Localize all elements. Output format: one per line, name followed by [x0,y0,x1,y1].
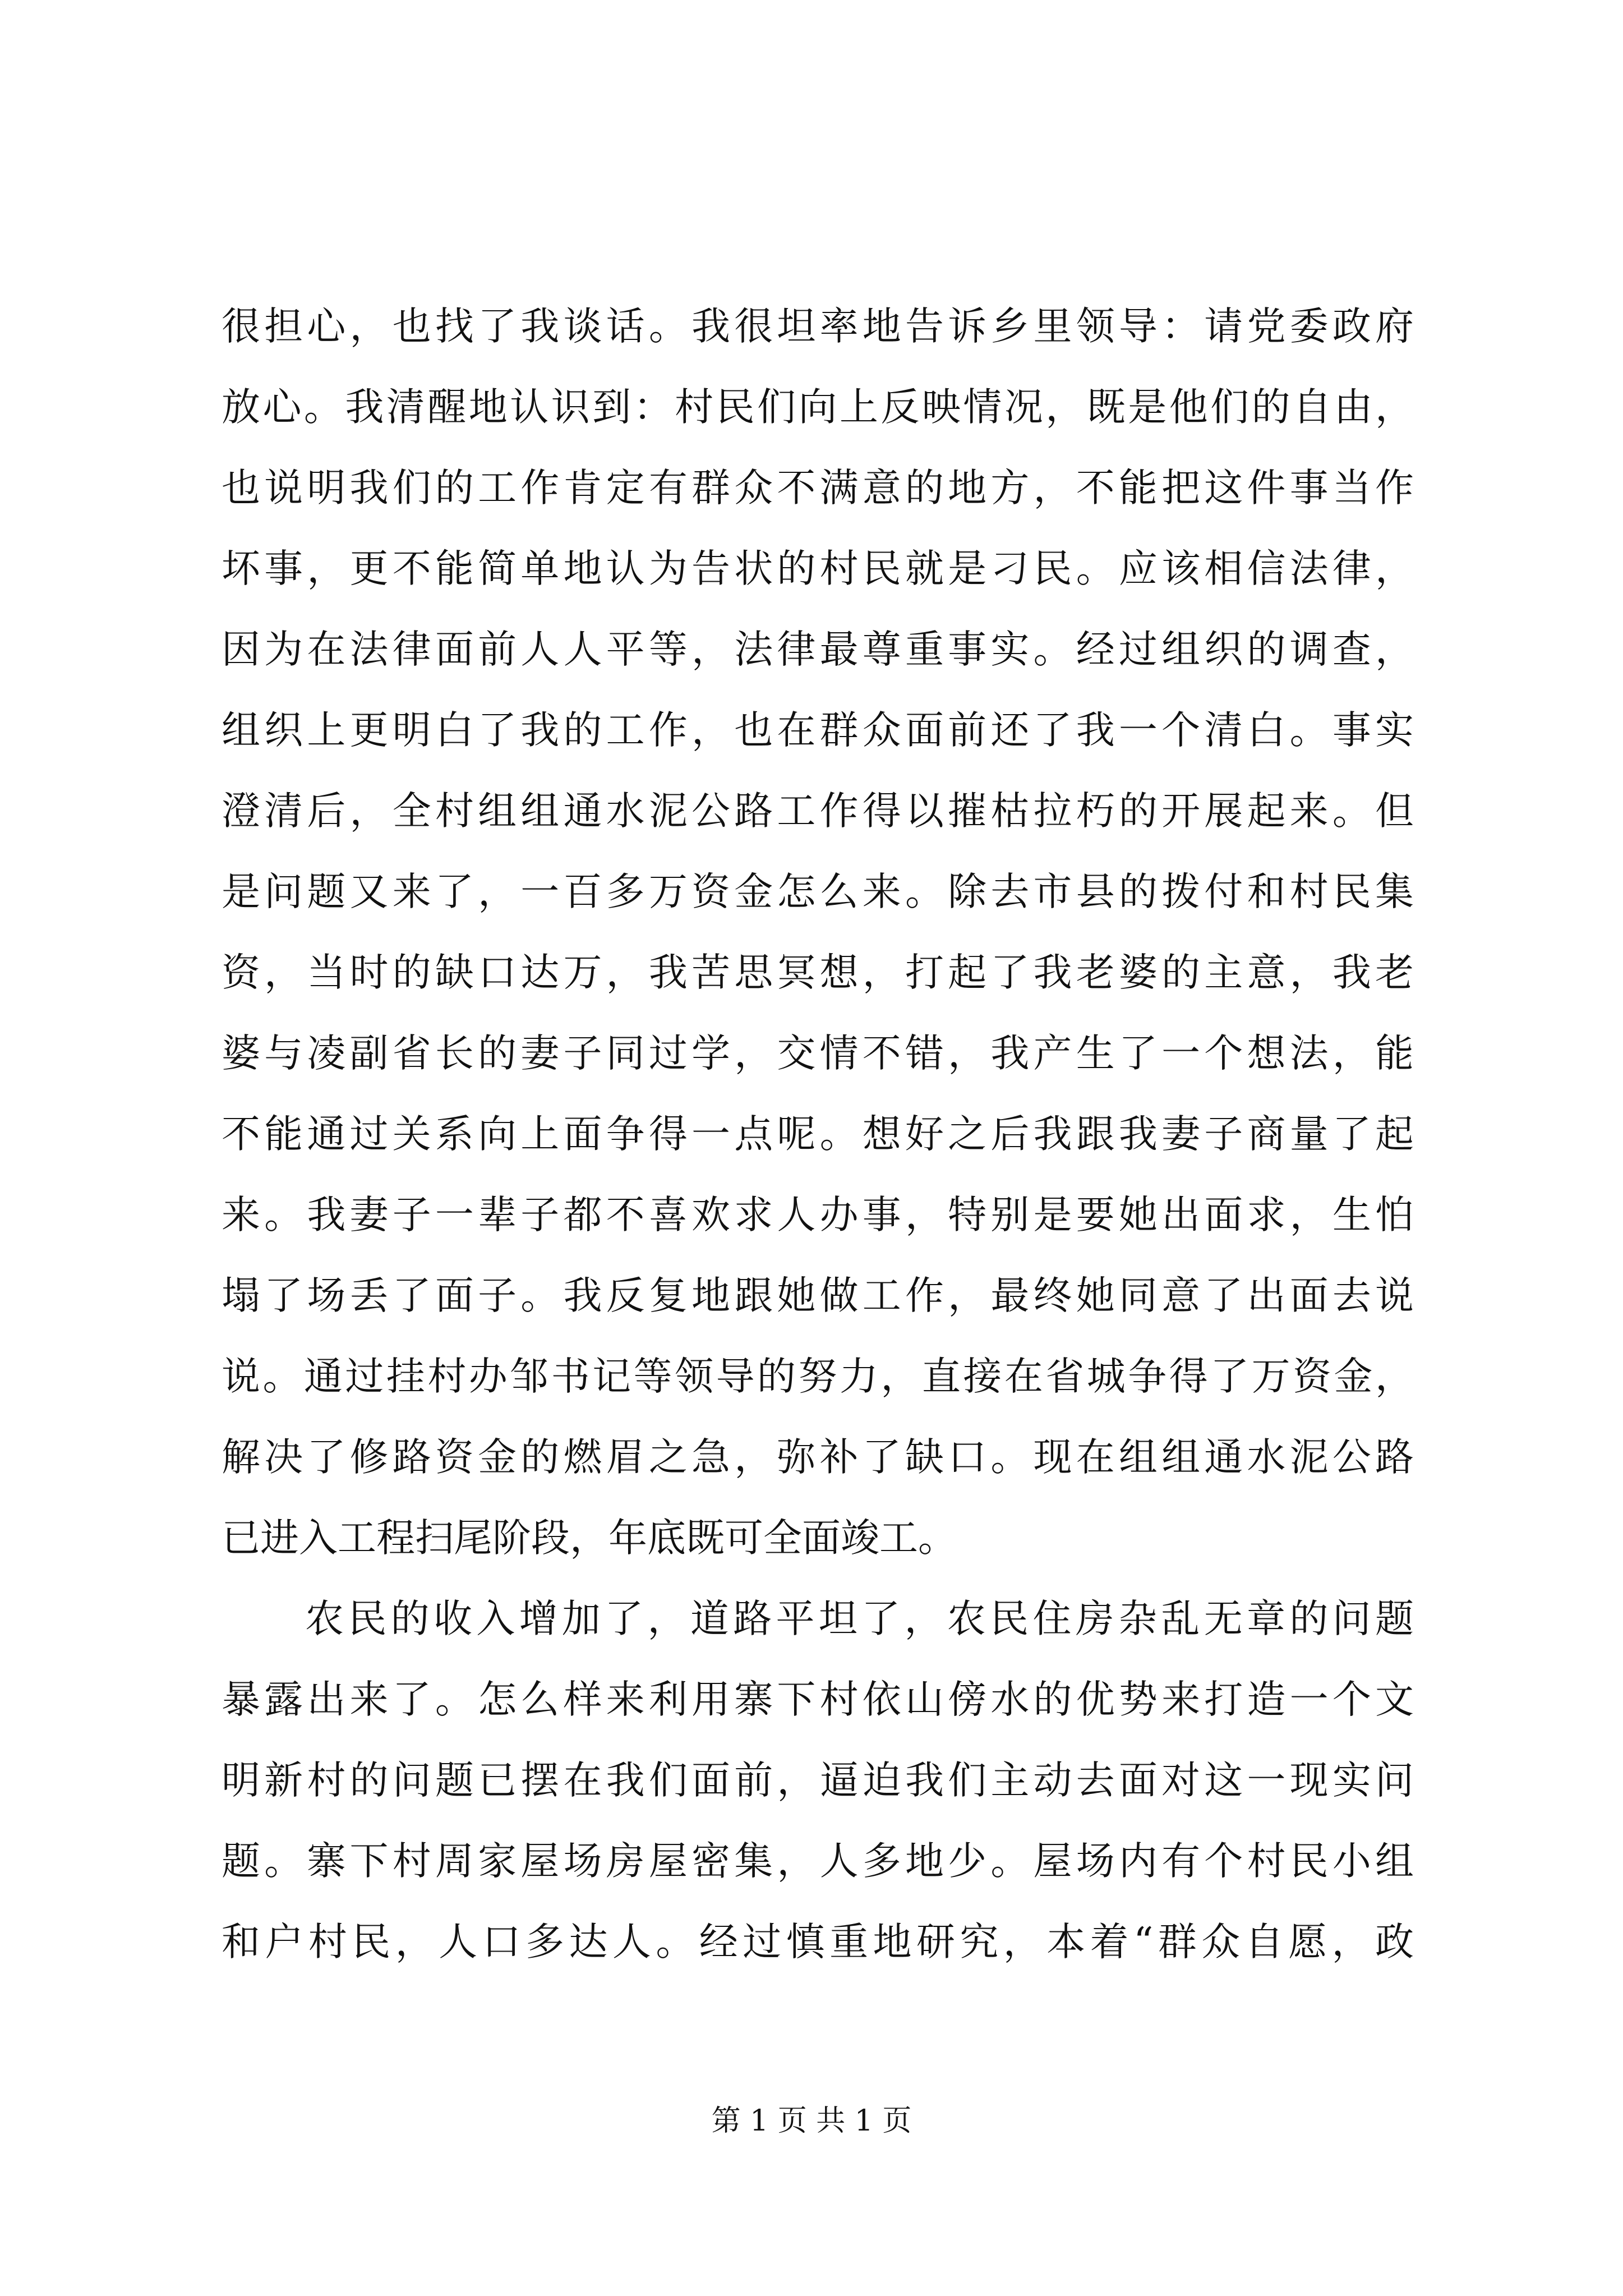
text-line: 农民的收入增加了，道路平坦了，农民住房杂乱无章的问题 [305,1596,1414,1641]
text-line: 来。我妻子一辈子都不喜欢求人办事，特别是要她出面求，生怕 [222,1193,1414,1237]
text-line: 题。寨下村周家屋场房屋密集，人多地少。屋场内有个村民小组 [222,1839,1414,1884]
text-line: 明新村的问题已摆在我们面前，逼迫我们主动去面对这一现实问 [222,1758,1414,1803]
text-line: 和户村民，人口多达人。经过慎重地研究，本着“群众自愿，政 [222,1920,1414,1964]
text-line: 很担心，也找了我谈话。我很坦率地告诉乡里领导：请党委政府 [222,304,1414,349]
text-line: 已进入工程扫尾阶段，年底既可全面竣工。 [222,1516,957,1561]
text-line: 澄清后，全村组组通水泥公路工作得以摧枯拉朽的开展起来。但 [222,789,1414,834]
text-line: 组织上更明白了我的工作，也在群众面前还了我一个清白。事实 [222,708,1414,753]
text-line: 放心。我清醒地认识到：村民们向上反映情况，既是他们的自由， [222,385,1414,430]
text-line: 资，当时的缺口达万，我苦思冥想，打起了我老婆的主意，我老 [222,950,1414,995]
text-line: 是问题又来了，一百多万资金怎么来。除去市县的拨付和村民集 [222,869,1414,914]
text-line: 解决了修路资金的燃眉之急，弥补了缺口。现在组组通水泥公路 [222,1435,1414,1480]
text-line: 因为在法律面前人人平等，法律最尊重事实。经过组织的调查， [222,627,1414,672]
document-body [222,286,1414,1982]
text-line: 也说明我们的工作肯定有群众不满意的地方，不能把这件事当作 [222,466,1414,510]
text-line: 暴露出来了。怎么样来利用寨下村依山傍水的优势来打造一个文 [222,1677,1414,1722]
text-line: 塌了场丢了面子。我反复地跟她做工作，最终她同意了出面去说 [222,1273,1414,1318]
text-line: 不能通过关系向上面争得一点呢。想好之后我跟我妻子商量了起 [222,1112,1414,1157]
text-line: 说。通过挂村办邹书记等领导的努力，直接在省城争得了万资金， [222,1354,1414,1399]
text-line: 婆与凌副省长的妻子同过学，交情不错，我产生了一个想法，能 [222,1031,1414,1076]
page-number-footer: 第 1 页 共 1 页 [711,2104,912,2138]
text-line: 坏事，更不能简单地认为告状的村民就是刁民。应该相信法律， [222,546,1414,591]
